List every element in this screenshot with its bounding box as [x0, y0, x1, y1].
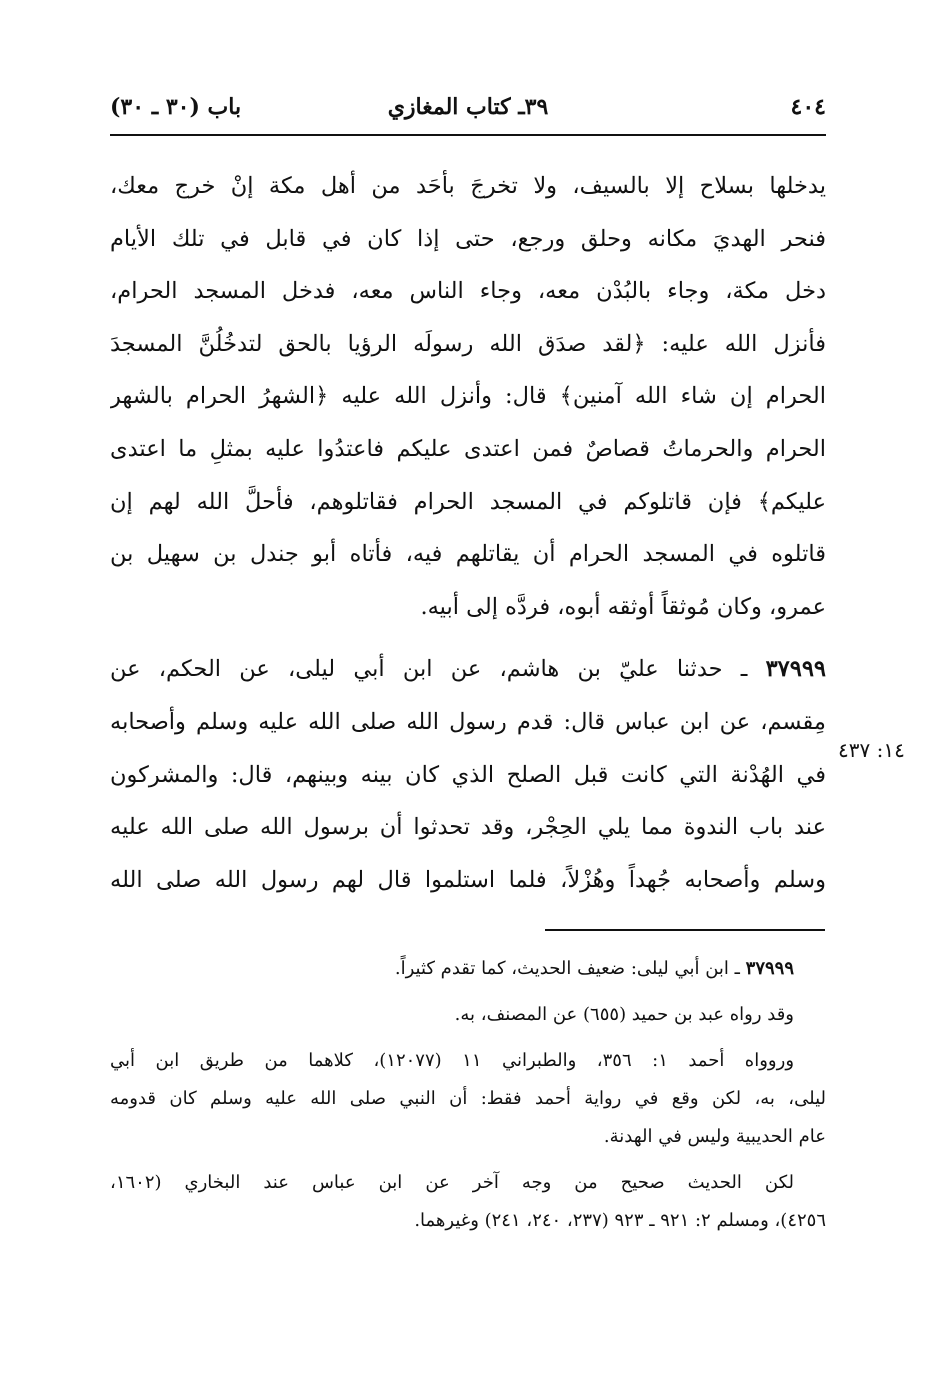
- footnote-line: وقد رواه عبد بن حميد (٦٥٥) عن المصنف، به.: [454, 1004, 794, 1025]
- text-line: الحرام إن شاء الله آمنين﴾ قال: وأنزل الله عليه ﴿الشهرُ الحرام بالشهر: [110, 383, 826, 410]
- text-line: عمرو، وكان مُوثقاً أوثقه أبوه، فردَّه إلى أبيه.: [420, 593, 826, 620]
- footnotes: [110, 950, 826, 1240]
- text-line: يدخلها بسلاح إلا بالسيف، ولا تخرجَ بأحَد من أهل مكة إنْ خرج معك،: [110, 173, 826, 199]
- header-rule: [110, 134, 826, 136]
- footnote-number: ٣٧٩٩٩: [745, 958, 794, 979]
- text-line: مِقسم، عن ابن عباس قال: قدم رسول الله صلى الله عليه وسلم وأصحابه: [110, 708, 826, 735]
- text-line: عليكم﴾ فإن قاتلوكم في المسجد الحرام فقاتلوهم، فأحلَّ الله لهم إن: [110, 488, 826, 515]
- hadith-first-line: [110, 643, 826, 696]
- footnote-line: [110, 950, 826, 988]
- text-line: عند باب الندوة مما يلي الحِجْر، وقد تحدثوا أن برسول الله صلى الله عليه: [110, 814, 826, 841]
- footnote-line: وروواه أحمد ١: ٣٥٦، والطبراني ١١ (١٢٠٧٧)، كلاهما من طريق ابن أبي: [110, 1050, 795, 1071]
- text-line: في الهُدْنة التي كانت قبل الصلح الذي كان بينه وبينهم، قال: والمشركون: [110, 761, 826, 788]
- footnote-line: ليلى، به، لكن وقع في رواية أحمد فقط: أن النبي صلى الله عليه وسلم كان قدومه: [110, 1088, 826, 1109]
- bab-range: باب (٣٠ ـ ٣٠): [110, 94, 242, 120]
- footnote-line: لكن الحديث صحيح من وجه آخر عن ابن عباس عند البخاري (١٦٠٢،: [110, 1172, 794, 1193]
- page-number: ٤٠٤: [790, 94, 826, 120]
- page-header: [110, 88, 826, 128]
- footnote-text: ـ ابن أبي ليلى: ضعيف الحديث، كما تقدم كثيراً.: [394, 958, 746, 979]
- margin-reference: ١٤: ٤٣٧: [838, 738, 905, 762]
- chapter-title: ٣٩ـ كتاب المغازي: [387, 94, 549, 120]
- text-line: وسلم وأصحابه جُهداً وهُزْلاً، فلما استلموا قال لهم رسول الله صلى الله: [110, 866, 826, 893]
- hadith-number: ٣٧٩٩٩: [765, 656, 826, 683]
- text-line: فنحر الهديَ مكانه وحلق ورجع، حتى إذا كان في قابل في تلك الأيام: [110, 225, 826, 252]
- text-line: الحرام والحرماتُ قصاصٌ فمن اعتدى عليكم فاعتدُوا عليه بمثلِ ما اعتدى: [110, 435, 826, 462]
- text-line: فأنزل الله عليه: ﴿لقد صدَق الله رسولَه الرؤيا بالحق لتدخُلُنَّ المسجدَ: [110, 330, 826, 357]
- footnote-line: عام الحديبية وليس في الهدنة.: [603, 1126, 826, 1147]
- hadith-chain: ـ حدثنا عليّ بن هاشم، عن ابن أبي ليلى، عن الحكم، عن: [110, 656, 766, 683]
- footnote-line: ٤٢٥٦)، ومسلم ٢: ٩٢١ ـ ٩٢٣ (٢٣٧، ٢٤٠، ٢٤١) وغيرهما.: [414, 1210, 826, 1231]
- text-line: قاتلوه في المسجد الحرام أن يقاتلهم فيه، فأتاه أبو جندل بن سهيل بن: [110, 541, 826, 568]
- footnote-rule: [545, 929, 825, 931]
- text-line: دخل مكة، وجاء بالبُدْن معه، وجاء الناس معه، فدخل المسجد الحرام،: [110, 278, 826, 305]
- main-text: [110, 160, 826, 906]
